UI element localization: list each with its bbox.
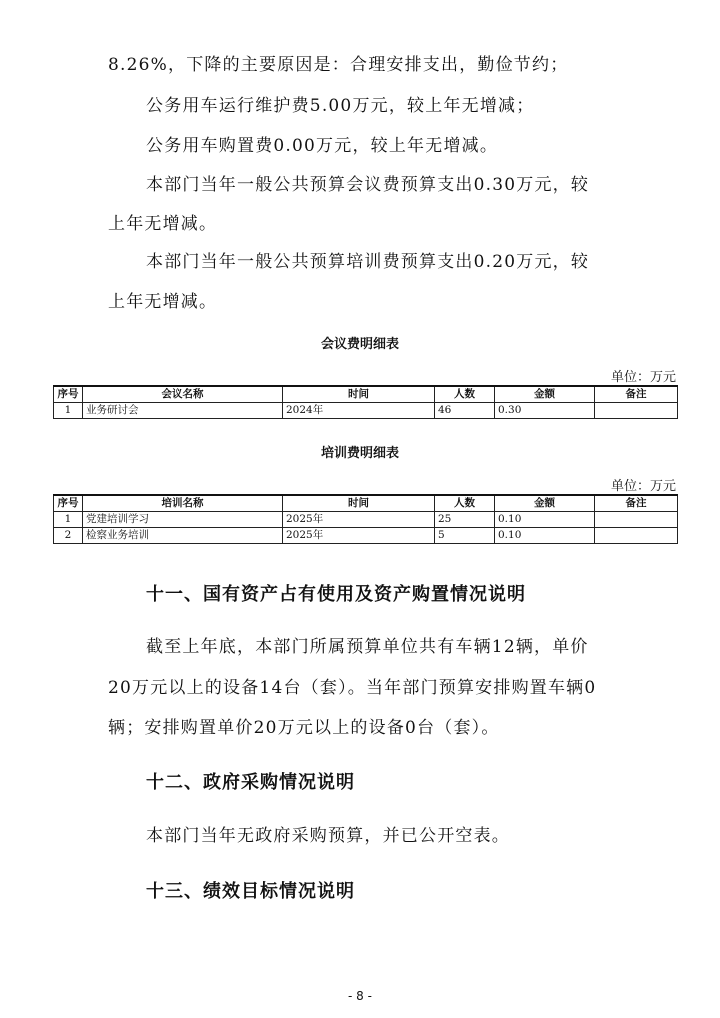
meeting-table-title: 会议费明细表 bbox=[320, 337, 399, 352]
table-cell: 业务研讨会 bbox=[83, 403, 283, 419]
section-11-line: 辆；安排购置单价20万元以上的设备0台（套）。 bbox=[108, 718, 500, 738]
vehicle-purchase-line: 公务用车购置费0.00万元，较上年无增减。 bbox=[146, 136, 499, 156]
table-row bbox=[54, 528, 678, 544]
table-cell: 2025年 bbox=[283, 528, 435, 544]
col-header: 培训名称 bbox=[83, 495, 283, 512]
table-cell bbox=[595, 528, 678, 544]
meeting-fee-line-cont: 上年无增减。 bbox=[108, 214, 218, 234]
table-cell: 0.10 bbox=[495, 512, 595, 528]
table-cell: 党建培训学习 bbox=[83, 512, 283, 528]
col-header: 时间 bbox=[283, 495, 435, 512]
table-row bbox=[54, 403, 678, 419]
col-header: 人数 bbox=[435, 495, 495, 512]
table-cell: 1 bbox=[54, 403, 83, 419]
table-cell: 2024年 bbox=[283, 403, 435, 419]
table-header-row bbox=[54, 386, 678, 403]
training-fee-table bbox=[53, 494, 678, 544]
section-11-line: 20万元以上的设备14台（套）。当年部门预算安排购置车辆0 bbox=[108, 678, 597, 698]
table-cell: 25 bbox=[435, 512, 495, 528]
col-header: 序号 bbox=[54, 386, 83, 403]
meeting-table-unit: 单位：万元 bbox=[610, 370, 676, 385]
table-cell: 2025年 bbox=[283, 512, 435, 528]
col-header: 备注 bbox=[595, 495, 678, 512]
training-fee-line: 本部门当年一般公共预算培训费预算支出0.20万元，较 bbox=[146, 252, 590, 272]
page-number: - 8 - bbox=[348, 989, 372, 1003]
table-header-row bbox=[54, 495, 678, 512]
section-12-line: 本部门当年无政府采购预算，并已公开空表。 bbox=[146, 826, 510, 846]
table-cell: 5 bbox=[435, 528, 495, 544]
paragraph-line: 8.26%，下降的主要原因是：合理安排支出，勤俭节约； bbox=[108, 55, 569, 75]
meeting-fee-table bbox=[53, 385, 678, 419]
table-cell: 1 bbox=[54, 512, 83, 528]
training-table-unit: 单位：万元 bbox=[610, 479, 676, 494]
training-fee-line-cont: 上年无增减。 bbox=[108, 292, 218, 312]
section-13-heading: 十三、绩效目标情况说明 bbox=[146, 881, 355, 902]
table-cell: 46 bbox=[435, 403, 495, 419]
table-cell bbox=[595, 512, 678, 528]
table-cell: 检察业务培训 bbox=[83, 528, 283, 544]
section-11-line: 截至上年底，本部门所属预算单位共有车辆12辆，单价 bbox=[146, 637, 589, 657]
section-12-heading: 十二、政府采购情况说明 bbox=[146, 772, 355, 793]
col-header: 金额 bbox=[495, 386, 595, 403]
table-row bbox=[54, 512, 678, 528]
training-table-title: 培训费明细表 bbox=[320, 446, 399, 461]
section-11-heading: 十一、国有资产占有使用及资产购置情况说明 bbox=[146, 584, 526, 605]
table-cell: 0.10 bbox=[495, 528, 595, 544]
col-header: 时间 bbox=[283, 386, 435, 403]
col-header: 人数 bbox=[435, 386, 495, 403]
col-header: 备注 bbox=[595, 386, 678, 403]
col-header: 序号 bbox=[54, 495, 83, 512]
vehicle-maintenance-line: 公务用车运行维护费5.00万元，较上年无增减； bbox=[146, 96, 535, 116]
table-cell: 0.30 bbox=[495, 403, 595, 419]
col-header: 金额 bbox=[495, 495, 595, 512]
table-cell: 2 bbox=[54, 528, 83, 544]
col-header: 会议名称 bbox=[83, 386, 283, 403]
meeting-fee-line: 本部门当年一般公共预算会议费预算支出0.30万元，较 bbox=[146, 175, 590, 195]
table-cell bbox=[595, 403, 678, 419]
